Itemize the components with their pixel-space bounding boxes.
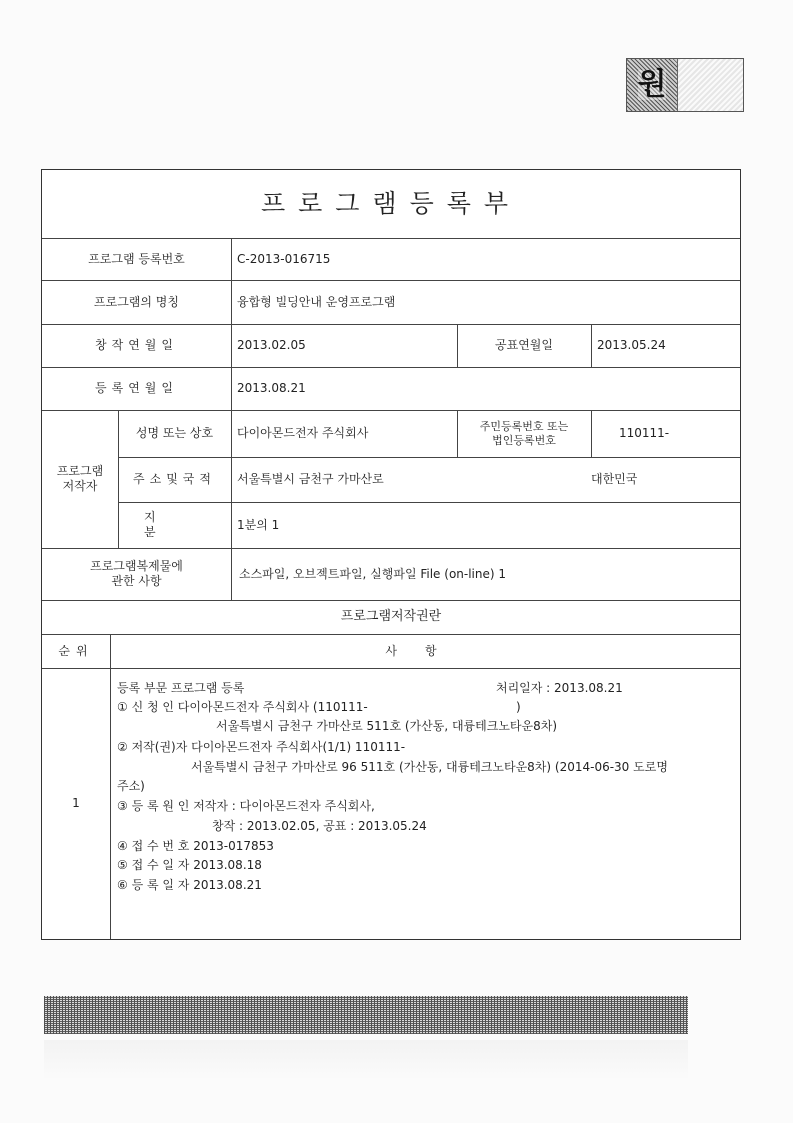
program-name-label: 프로그램의 명칭	[94, 294, 179, 309]
share-label-text: 지분	[144, 510, 202, 539]
matter-line-author-address: 서울특별시 금천구 가마산로 96 511호 (가산동, 대륭테크노타운8차) (2014-06-30 도로명	[191, 760, 668, 774]
share-label	[118, 502, 231, 548]
page-title: 프로그램등록부	[260, 189, 522, 219]
matter-line-author: ② 저작(권)자 다이아몬드전자 주식회사(1/1) 110111-	[117, 740, 406, 754]
matter-line-receipt-no: ④ 접 수 번 호 2013-017853	[117, 839, 274, 853]
published-date-label: 공표연월일	[495, 338, 553, 352]
rank-value: 1	[72, 796, 80, 810]
security-barcode	[44, 996, 688, 1034]
reg-no-value: C-2013-016715	[237, 251, 331, 266]
program-name-value: 융합형 빌딩안내 운영프로그램	[237, 294, 396, 309]
resident-no-label: 주민등록번호 또는 법인등록번호	[479, 419, 569, 447]
author-name-value: 다이아몬드전자 주식회사	[237, 426, 369, 440]
matter-line-cause-dates: 창작 : 2013.02.05, 공표 : 2013.05.24	[212, 819, 427, 833]
stamp-code-pattern	[678, 59, 743, 111]
resident-no-value: 110111-	[619, 426, 670, 440]
author-group-label: 프로그램 저작자	[56, 464, 104, 493]
rank-header: 순위	[58, 643, 94, 658]
official-seal-icon	[627, 59, 678, 111]
matter-line-receipt-date: ⑤ 접 수 일 자 2013.08.18	[117, 858, 262, 872]
matter-line-registration-date: ⑥ 등 록 일 자 2013.08.21	[117, 878, 262, 892]
copy-items-label: 프로그램복제물에 관한 사항	[90, 559, 183, 588]
matter-line-section: 등록 부문 프로그램 등록	[117, 681, 245, 695]
barcode-shadow	[44, 1040, 688, 1080]
rights-section-title: 프로그램저작권란	[340, 608, 442, 624]
seal-char: 원	[637, 67, 667, 102]
address-value: 서울특별시 금천구 가마산로	[237, 472, 384, 486]
copy-items-value: 소스파일, 오브젝트파일, 실행파일 File (on-line) 1	[239, 566, 507, 581]
author-name-label: 성명 또는 상호	[135, 426, 214, 440]
registration-form	[41, 169, 741, 940]
reg-no-label: 프로그램 등록번호	[88, 251, 185, 266]
matter-line-applicant-close: )	[516, 700, 521, 714]
registered-date-label: 등록연월일	[95, 381, 178, 395]
matter-line-author-address-end: 주소)	[117, 779, 145, 793]
created-date-value: 2013.02.05	[237, 338, 306, 352]
matter-line-applicant-address: 서울특별시 금천구 가마산로 511호 (가산동, 대륭테크노타운8차)	[216, 719, 557, 733]
official-stamp	[626, 58, 744, 112]
nationality-value: 대한민국	[591, 472, 638, 486]
registered-date-value: 2013.08.21	[237, 381, 306, 395]
share-value: 1분의 1	[237, 517, 280, 532]
matter-line-processed-date: 처리일자 : 2013.08.21	[496, 681, 623, 695]
matter-line-applicant: ① 신 청 인 다이아몬드전자 주식회사 (110111-	[117, 700, 368, 714]
created-date-label: 창작연월일	[95, 338, 178, 352]
matter-header: 사항	[385, 643, 465, 658]
matter-line-cause: ③ 등 록 원 인 저작자 : 다이아몬드전자 주식회사,	[117, 799, 375, 813]
published-date-value: 2013.05.24	[597, 338, 666, 352]
address-label: 주소및국적	[133, 472, 216, 486]
